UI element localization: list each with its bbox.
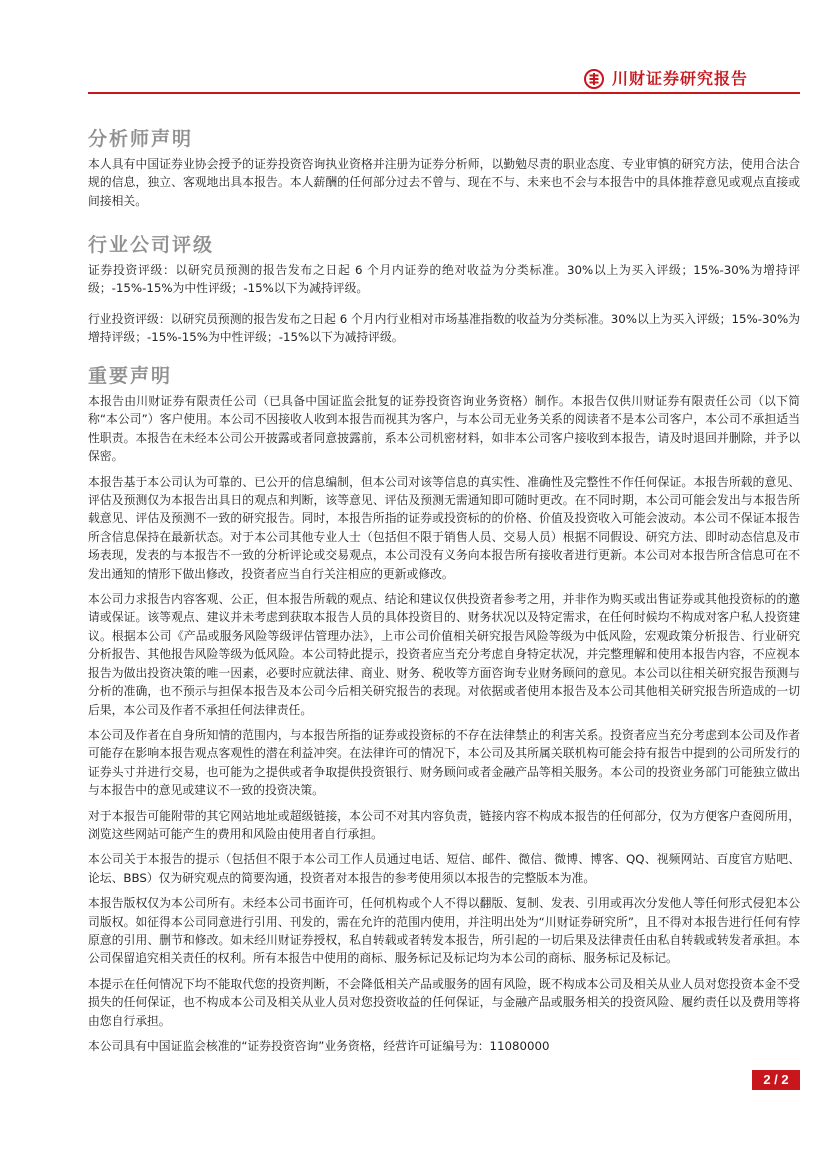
disclaimer-paragraph: 本公司及作者在自身所知情的范围内，与本报告所指的证券或投资标的不存在法律禁止的利害关系。投资者应当充分考虑到本公司及作者可能存在影响本报告观点客观性的潜在利益冲突。在法律许可的情况下，本公司及其所属关联机构可能会持有报告中提到的公司所发行的证券头寸并进行交易，也可能为之提供或者争取提供投资银行、财务顾问或者金融产品等相关服务。本公司的投资业务部门可能独立做出与本报告中的意见或建议不一致的投资决策。 (88, 727, 800, 798)
industry-rating-paragraph: 行业投资评级：以研究员预测的报告发布之日起 6 个月内行业相对市场基准指数的收益为分类标准。30%以上为买入评级；15%-30%为增持评级；-15%-15%为中性评级；-15%以下为减持评级。 (88, 311, 800, 345)
license-number-paragraph: 本公司具有中国证监会核准的“证券投资咨询”业务资格，经营许可证编号为：11080000 (88, 1039, 550, 1053)
brand-header (584, 68, 748, 90)
rating-heading: 行业公司评级 (88, 234, 215, 256)
brand-title: 川财证券研究报告 (612, 69, 749, 88)
disclaimer-paragraph: 本报告基于本公司认为可靠的、已公开的信息编制，但本公司对该等信息的真实性、准确性及完整性不作任何保证。本报告所载的意见、评估及预测仅为本报告出具日的观点和判断，该等意见、评估及预测无需通知即可随时更改。在不同时期，本公司可能会发出与本报告所载意见、评估及预测不一致的研究报告。同时，本报告所指的证券或投资标的的价格、价值及投资收入可能会波动。本公司不保证本报告所含信息保持在最新状态。对于本公司其他专业人士（包括但不限于销售人员、交易人员）根据不同假设、研究方法、即时动态信息及市场表现，发表的与本报告不一致的分析评论或交易观点，本公司没有义务向本报告所有接收者进行更新。本公司对本报告所含信息可在不发出通知的情形下做出修改，投资者应当自行关注相应的更新或修改。 (88, 474, 800, 581)
analyst-statement-paragraph: 本人具有中国证券业协会授予的证券投资咨询执业资格并注册为证券分析师，以勤勉尽责的职业态度、专业审慎的研究方法，使用合法合规的信息，独立、客观地出具本报告。本人薪酬的任何部分过去不曾与、现在不与、未来也不会与本报告中的具体推荐意见或观点直接或间接相关。 (88, 157, 800, 208)
disclaimer-paragraph: 对于本报告可能附带的其它网站地址或超级链接，本公司不对其内容负责，链接内容不构成本报告的任何部分，仅为方便客户查阅所用，浏览这些网站可能产生的费用和风险由使用者自行承担。 (88, 808, 800, 841)
chuancai-logo-icon (584, 69, 604, 89)
header-divider (88, 92, 800, 94)
page-number-badge: 2 / 2 (752, 1070, 800, 1090)
disclaimer-paragraph: 本公司关于本报告的提示（包括但不限于本公司工作人员通过电话、短信、邮件、微信、微博、博客、QQ、视频网站、百度官方贴吧、论坛、BBS）仅为研究观点的简要沟通，投资者对本报告的参考使用须以本报告的完整版本为准。 (88, 852, 800, 885)
disclaimer-paragraph: 本提示在任何情况下均不能取代您的投资判断，不会降低相关产品或服务的固有风险，既不构成本公司及相关从业人员对您投资本金不受损失的任何保证，也不构成本公司及相关从业人员对您投资收益的任何保证，与金融产品或服务相关的投资风险、履约责任以及费用等将由您自行承担。 (88, 976, 800, 1028)
analyst-statement-section (88, 127, 800, 217)
disclaimer-paragraph: 本报告由川财证券有限责任公司（已具备中国证监会批复的证券投资咨询业务资格）制作。本报告仅供川财证券有限责任公司（以下简称“本公司”）客户使用。本公司不因接收人收到本报告而视其为客户，与本公司无业务关系的阅读者不是本公司客户，本公司不承担适当性职责。本报告在未经本公司公开披露或者同意披露前，系本公司机密材料，如非本公司客户接收到本报告，请及时退回并删除，并予以保密。 (88, 394, 800, 464)
rating-section (88, 233, 800, 354)
disclaimer-paragraph: 本报告版权仅为本公司所有。未经本公司书面许可，任何机构或个人不得以翻版、复制、发表、引用或再次分发他人等任何形式侵犯本公司版权。如征得本公司同意进行引用、刊发的，需在允许的范围内使用，并注明出处为“川财证券研究所”，且不得对本报告进行任何有悖原意的引用、删节和修改。如未经川财证券授权，私自转载或者转发本报告，所引起的一切后果及法律责任由私自转载或转发者承担。本公司保留追究相关责任的权利。所有本报告中使用的商标、服务标记及标记均为本公司的商标、服务标记及标记。 (88, 896, 800, 966)
disclaimer-paragraph: 本公司力求报告内容客观、公正，但本报告所载的观点、结论和建议仅供投资者参考之用，并非作为购买或出售证券或其他投资标的的邀请或保证。该等观点、建议并未考虑到获取本报告人员的具体投资目的、财务状况以及特定需求，在任何时候均不构成对客户私人投资建议。根据本公司《产品或服务风险等级评估管理办法》，上市公司价值相关研究报告风险等级为中低风险，宏观政策分析报告、行业研究分析报告、其他报告风险等级为低风险。本公司特此提示，投资者应当充分考虑自身特定状况，并完整理解和使用本报告内容，不应视本报告为做出投资决策的唯一因素，必要时应就法律、商业、财务、税收等方面咨询专业财务顾问的意见。本公司以往相关研究报告预测与分析的准确，也不预示与担保本报告及本公司今后相关研究报告的表现。对依据或者使用本报告及本公司其他相关研究报告所造成的一切后果，本公司及作者不承担任何法律责任。 (88, 592, 800, 717)
analyst-statement-heading: 分析师声明 (88, 128, 194, 150)
disclaimer-heading: 重要声明 (88, 365, 173, 387)
disclaimer-section (88, 364, 800, 1057)
security-rating-paragraph: 证券投资评级：以研究员预测的报告发布之日起 6 个月内证券的绝对收益为分类标准。30%以上为买入评级；15%-30%为增持评级；-15%-15%为中性评级；-15%以下为减持评级。 (88, 263, 800, 296)
